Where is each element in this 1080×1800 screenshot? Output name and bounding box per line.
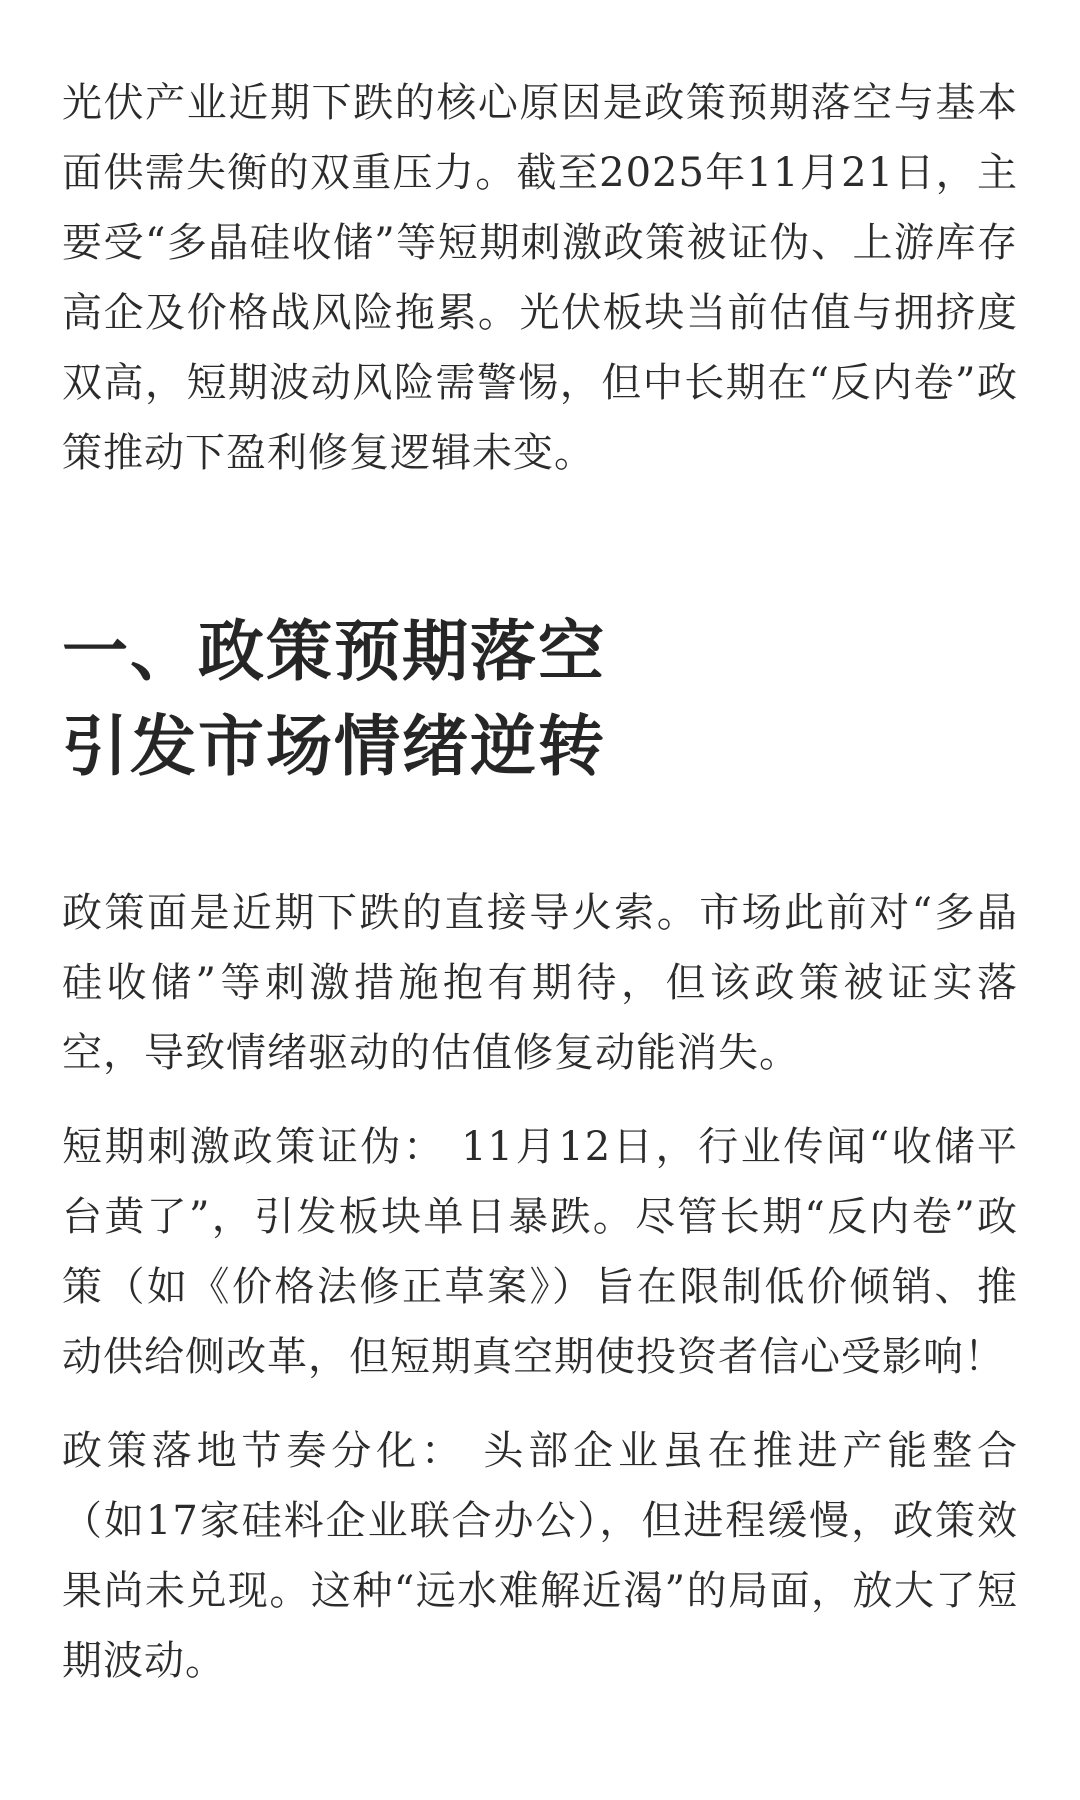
body-paragraph-3: 政策落地节奏分化： 头部企业虽在推进产能整合（如17家硅料企业联合办公），但进程缓慢，政策效果尚未兑现。这种“远水难解近渴”的局面，放大了短期波动。 xyxy=(62,1428,1018,1684)
section-heading xyxy=(62,604,1018,794)
body-paragraph-2: 短期刺激政策证伪： 11月12日，行业传闻“收储平台黄了”，引发板块单日暴跌。尽管长期“反内卷”政策（如《价格法修正草案》）旨在限制低价倾销、推动供给侧改革，但短期真空期使投资者信心受影响！ xyxy=(62,1124,1018,1380)
intro-paragraph: 光伏产业近期下跌的核心原因是政策预期落空与基本面供需失衡的双重压力。截至2025年11月21日，主要受“多晶硅收储”等短期刺激政策被证伪、上游库存高企及价格战风险拖累。光伏板块当前估值与拥挤度双高，短期波动风险需警惕，但中长期在“反内卷”政策推动下盈利修复逻辑未变。 xyxy=(62,80,1018,476)
section-heading-line-1: 一、政策预期落空 xyxy=(62,612,606,690)
section-heading-line-2: 引发市场情绪逆转 xyxy=(62,707,606,785)
article-body xyxy=(62,68,1018,1696)
body-paragraph-1: 政策面是近期下跌的直接导火索。市场此前对“多晶硅收储”等刺激措施抱有期待，但该政策被证实落空，导致情绪驱动的估值修复动能消失。 xyxy=(62,890,1018,1076)
